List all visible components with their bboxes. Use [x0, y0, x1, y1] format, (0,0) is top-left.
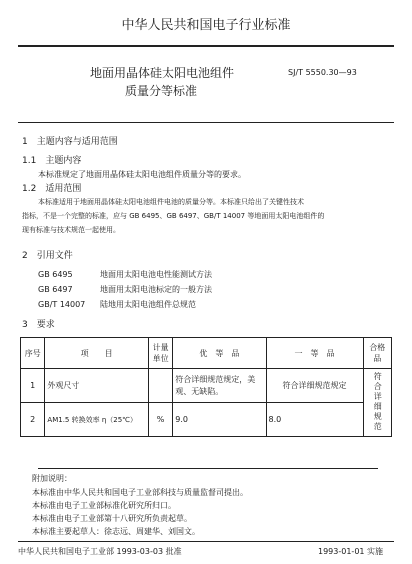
- ref-code-2: GB 6497: [38, 285, 73, 294]
- section-1-2-line-3: 现有标准与技术规范一起使用。: [22, 226, 120, 234]
- section-1-2-line-2: 指标，不是一个完整的标准，应与 GB 6495、GB 6497、GB/T 14007 等地面用太阳电池组件的: [22, 212, 325, 220]
- col-item-header: 项 目: [45, 338, 148, 369]
- notes-rule: [38, 468, 378, 469]
- table-header-row: [21, 338, 392, 369]
- row-2-item: AM1.5 转换效率 η（25℃）: [45, 403, 148, 437]
- footer-issuer: 中华人民共和国电子工业部 1993-03-03 批准: [18, 547, 182, 556]
- row-1-first: 符合详细规范规定: [266, 369, 363, 403]
- footer-rule: [18, 541, 394, 542]
- standard-number: SJ/T 5550.30—93: [288, 68, 357, 77]
- title-rule: [18, 122, 394, 123]
- row-1-item: 外观尺寸: [45, 369, 148, 403]
- row-2-first: 8.0: [266, 403, 363, 437]
- notes-line-2: 本标准由电子工业部标准化研究所归口。: [32, 501, 176, 510]
- col-unit-header: 计量单位: [148, 338, 172, 369]
- footer-effective: 1993-01-01 实施: [318, 547, 384, 556]
- col-no-header: 序号: [21, 338, 45, 369]
- col-excellent-header: 优 等 品: [173, 338, 266, 369]
- qualified-note: 符合详细规范: [373, 371, 383, 432]
- industry-standard-title: 中华人民共和国电子行业标准: [121, 18, 291, 33]
- section-1-1-title: 1.1 主题内容: [22, 156, 82, 166]
- table-row: [21, 369, 392, 403]
- col-first-header: 一 等 品: [266, 338, 363, 369]
- requirements-table: [20, 337, 392, 437]
- ref-name-1: 地面用太阳电池电性能测试方法: [100, 270, 212, 279]
- section-1-1-text: 本标准规定了地面用晶体硅太阳电池组件质量分等的要求。: [38, 170, 246, 179]
- row-1-excellent: 符合详细规范规定，美观、无缺陷。: [173, 369, 266, 403]
- notes-line-1: 本标准由中华人民共和国电子工业部科技与质量监督司提出。: [32, 488, 248, 497]
- ref-code-1: GB 6495: [38, 270, 73, 279]
- notes-line-4: 本标准主要起草人：徐志远、周建华、刘国文。: [32, 527, 200, 536]
- table-row: [21, 403, 392, 437]
- col-qualified-header: 合格品: [363, 338, 391, 369]
- row-2-no: 2: [21, 403, 45, 437]
- notes-line-3: 本标准由电子工业部第十八研究所负责起草。: [32, 514, 192, 523]
- row-qualified-merged: [363, 369, 391, 437]
- section-3-title: 3 要求: [22, 320, 55, 330]
- row-1-unit: [148, 369, 172, 403]
- notes-title: 附加说明：: [32, 474, 72, 483]
- section-1-title: 1 主题内容与适用范围: [22, 137, 118, 147]
- doc-title-line1: 地面用晶体硅太阳电池组件: [90, 66, 235, 80]
- ref-name-3: 陆地用太阳电池组件总规范: [100, 300, 196, 309]
- header-rule: [18, 45, 394, 47]
- ref-code-3: GB/T 14007: [38, 300, 86, 309]
- row-1-no: 1: [21, 369, 45, 403]
- section-2-title: 2 引用文件: [22, 251, 73, 261]
- row-2-excellent: 9.0: [173, 403, 266, 437]
- section-1-2-line-1: 本标准适用于地面用晶体硅太阳电池组件电池的质量分等。本标准只给出了关键性技术: [38, 198, 304, 206]
- ref-name-2: 地面用太阳电池标定的一般方法: [100, 285, 212, 294]
- section-1-2-title: 1.2 适用范围: [22, 184, 82, 194]
- doc-title-line2: 质量分等标准: [125, 84, 198, 98]
- row-2-unit: %: [148, 403, 172, 437]
